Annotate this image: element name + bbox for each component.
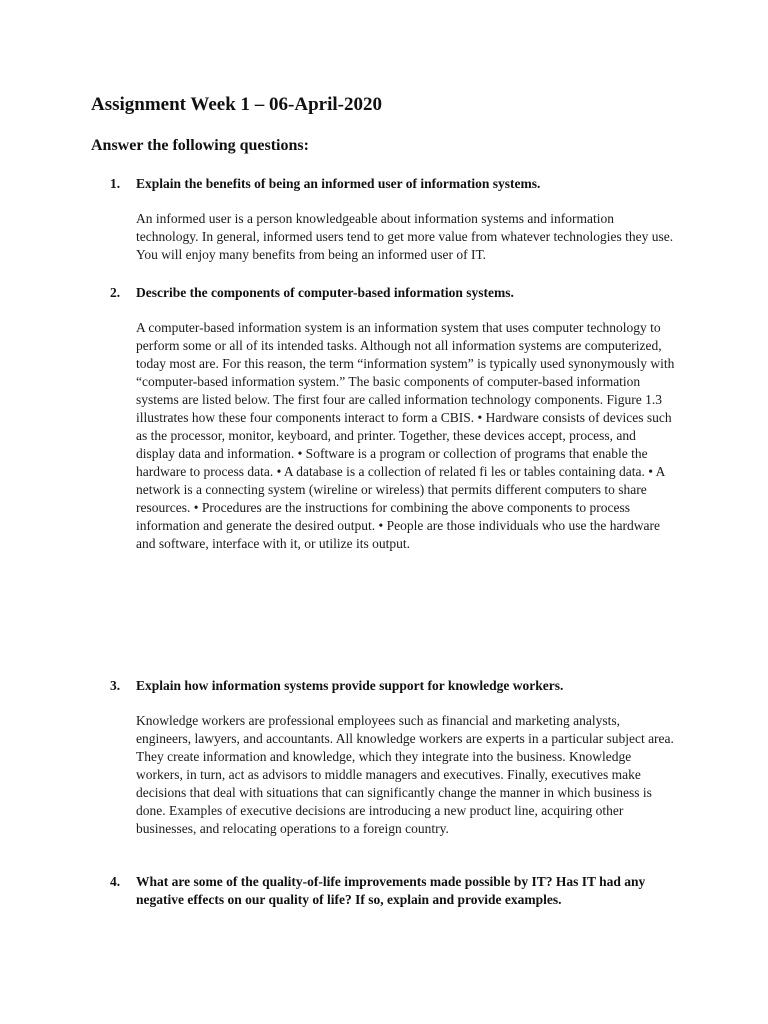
question-2 [110, 284, 680, 302]
question-1 [110, 175, 680, 193]
question-text: Explain the benefits of being an informed user of information systems. [136, 176, 541, 191]
answer-2: A computer-based information system is an information system that uses computer technology to perform some or all of its intended tasks. Although not all information systems are computerized, today most are. For this reason, the term “information system” is typically used synonymously with “computer-based information system.” The basic components of computer-based information systems are listed below. The first four are called information technology components. Figure 1.3 illustrates how these four components interact to form a CBIS. • Hardware consists of devices such as the processor, monitor, keyboard, and printer. Together, these devices accept, process, and display data and information. • Software is a program or collection of programs that enable the hardware to process data. • A database is a collection of related fi les or tables containing data. • A network is a connecting system (wireline or wireless) that permits different computers to share resources. • Procedures are the instructions for combining the above components to process information and generate the desired output. • People are those individuals who use the hardware and software, interface with it, or utilize its output. [136, 320, 675, 551]
question-number: 3. [110, 678, 121, 693]
answer-3: Knowledge workers are professional employees such as financial and marketing analysts, engineers, lawyers, and accountants. All knowledge workers are experts in a particular subject area. They create information and knowledge, which they integrate into the business. Knowledge workers, in turn, act as advisors to middle managers and executives. Finally, executives make decisions that deal with situations that can significantly change the manner in which business is done. Examples of executive decisions are introducing a new product line, acquiring other businesses, and relocating operations to a foreign country. [136, 713, 674, 836]
question-text: Explain how information systems provide support for knowledge workers. [136, 678, 564, 693]
question-number: 1. [110, 176, 121, 191]
question-text: Describe the components of computer-based information systems. [136, 285, 514, 300]
answer-1: An informed user is a person knowledgeable about information systems and information technology. In general, informed users tend to get more value from whatever technologies they use. You will enjoy many benefits from being an informed user of IT. [136, 211, 674, 262]
document-subtitle: Answer the following questions: [91, 137, 309, 154]
question-3 [110, 677, 680, 695]
question-number: 4. [110, 874, 121, 889]
question-text: What are some of the quality-of-life improvements made possible by IT? Has IT had any negative effects on our quality of life? If so, explain and provide examples. [136, 874, 646, 907]
question-number: 2. [110, 285, 121, 300]
question-4 [110, 873, 680, 909]
document-title: Assignment Week 1 – 06-April-2020 [91, 94, 382, 115]
